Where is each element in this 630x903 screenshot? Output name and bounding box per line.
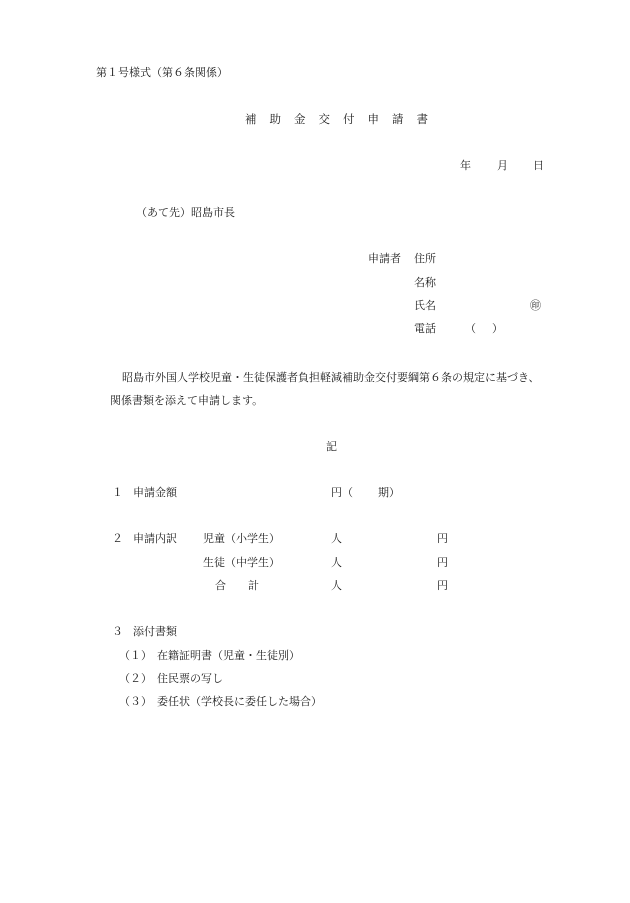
breakdown-category: 児童（小学生）: [203, 532, 280, 545]
ki-heading: 記: [326, 440, 337, 453]
section-3-number: ３: [112, 625, 123, 638]
phone-paren-close: ）: [492, 322, 503, 335]
breakdown-yen-unit: 円: [437, 579, 448, 592]
addressee: （あて先）昭島市長: [136, 206, 235, 219]
phone-paren-open: （: [465, 322, 476, 335]
applicant-label: 申請者: [368, 252, 401, 265]
attachment-text: 在籍証明書（児童・生徒別）: [157, 649, 300, 662]
breakdown-persons-unit: 人: [331, 532, 342, 545]
breakdown-total-label: 合 計: [215, 579, 259, 592]
seal-mark: ㊞: [530, 299, 541, 312]
person-name-label: 氏名: [414, 299, 436, 312]
breakdown-persons-unit: 人: [331, 579, 342, 592]
body-line-2: 関係書類を添えて申請します。: [110, 394, 264, 407]
attachment-number: （３）: [119, 695, 152, 708]
body-line-1: 昭島市外国人学校児童・生徒保護者負担軽減補助金交付要綱第６条の規定に基づき、: [122, 371, 540, 384]
entity-name-label: 名称: [414, 276, 436, 289]
breakdown-yen-unit: 円: [437, 532, 448, 545]
phone-label: 電話: [414, 322, 436, 335]
breakdown-category: 生徒（中学生）: [203, 556, 280, 569]
form-number: 第１号様式（第６条関係）: [96, 66, 228, 79]
section-2-number: ２: [112, 532, 123, 545]
attachment-text: 委任状（学校長に委任した場合）: [157, 695, 322, 708]
section-1-label: 申請金額: [133, 486, 177, 499]
amount-yen-unit: 円（: [331, 486, 353, 499]
address-label: 住所: [414, 252, 436, 265]
attachment-number: （１）: [119, 649, 152, 662]
date-year-label: 年: [460, 159, 471, 172]
section-3-label: 添付書類: [133, 625, 177, 638]
amount-period-unit: 期）: [378, 486, 400, 499]
section-1-number: １: [112, 486, 123, 499]
form-title: 補助金交付申請書: [245, 112, 441, 126]
section-2-label: 申請内訳: [133, 532, 177, 545]
breakdown-persons-unit: 人: [331, 556, 342, 569]
breakdown-yen-unit: 円: [437, 556, 448, 569]
attachment-text: 住民票の写し: [157, 672, 223, 685]
attachment-number: （２）: [119, 672, 152, 685]
date-month-label: 月: [497, 159, 508, 172]
date-day-label: 日: [533, 159, 544, 172]
